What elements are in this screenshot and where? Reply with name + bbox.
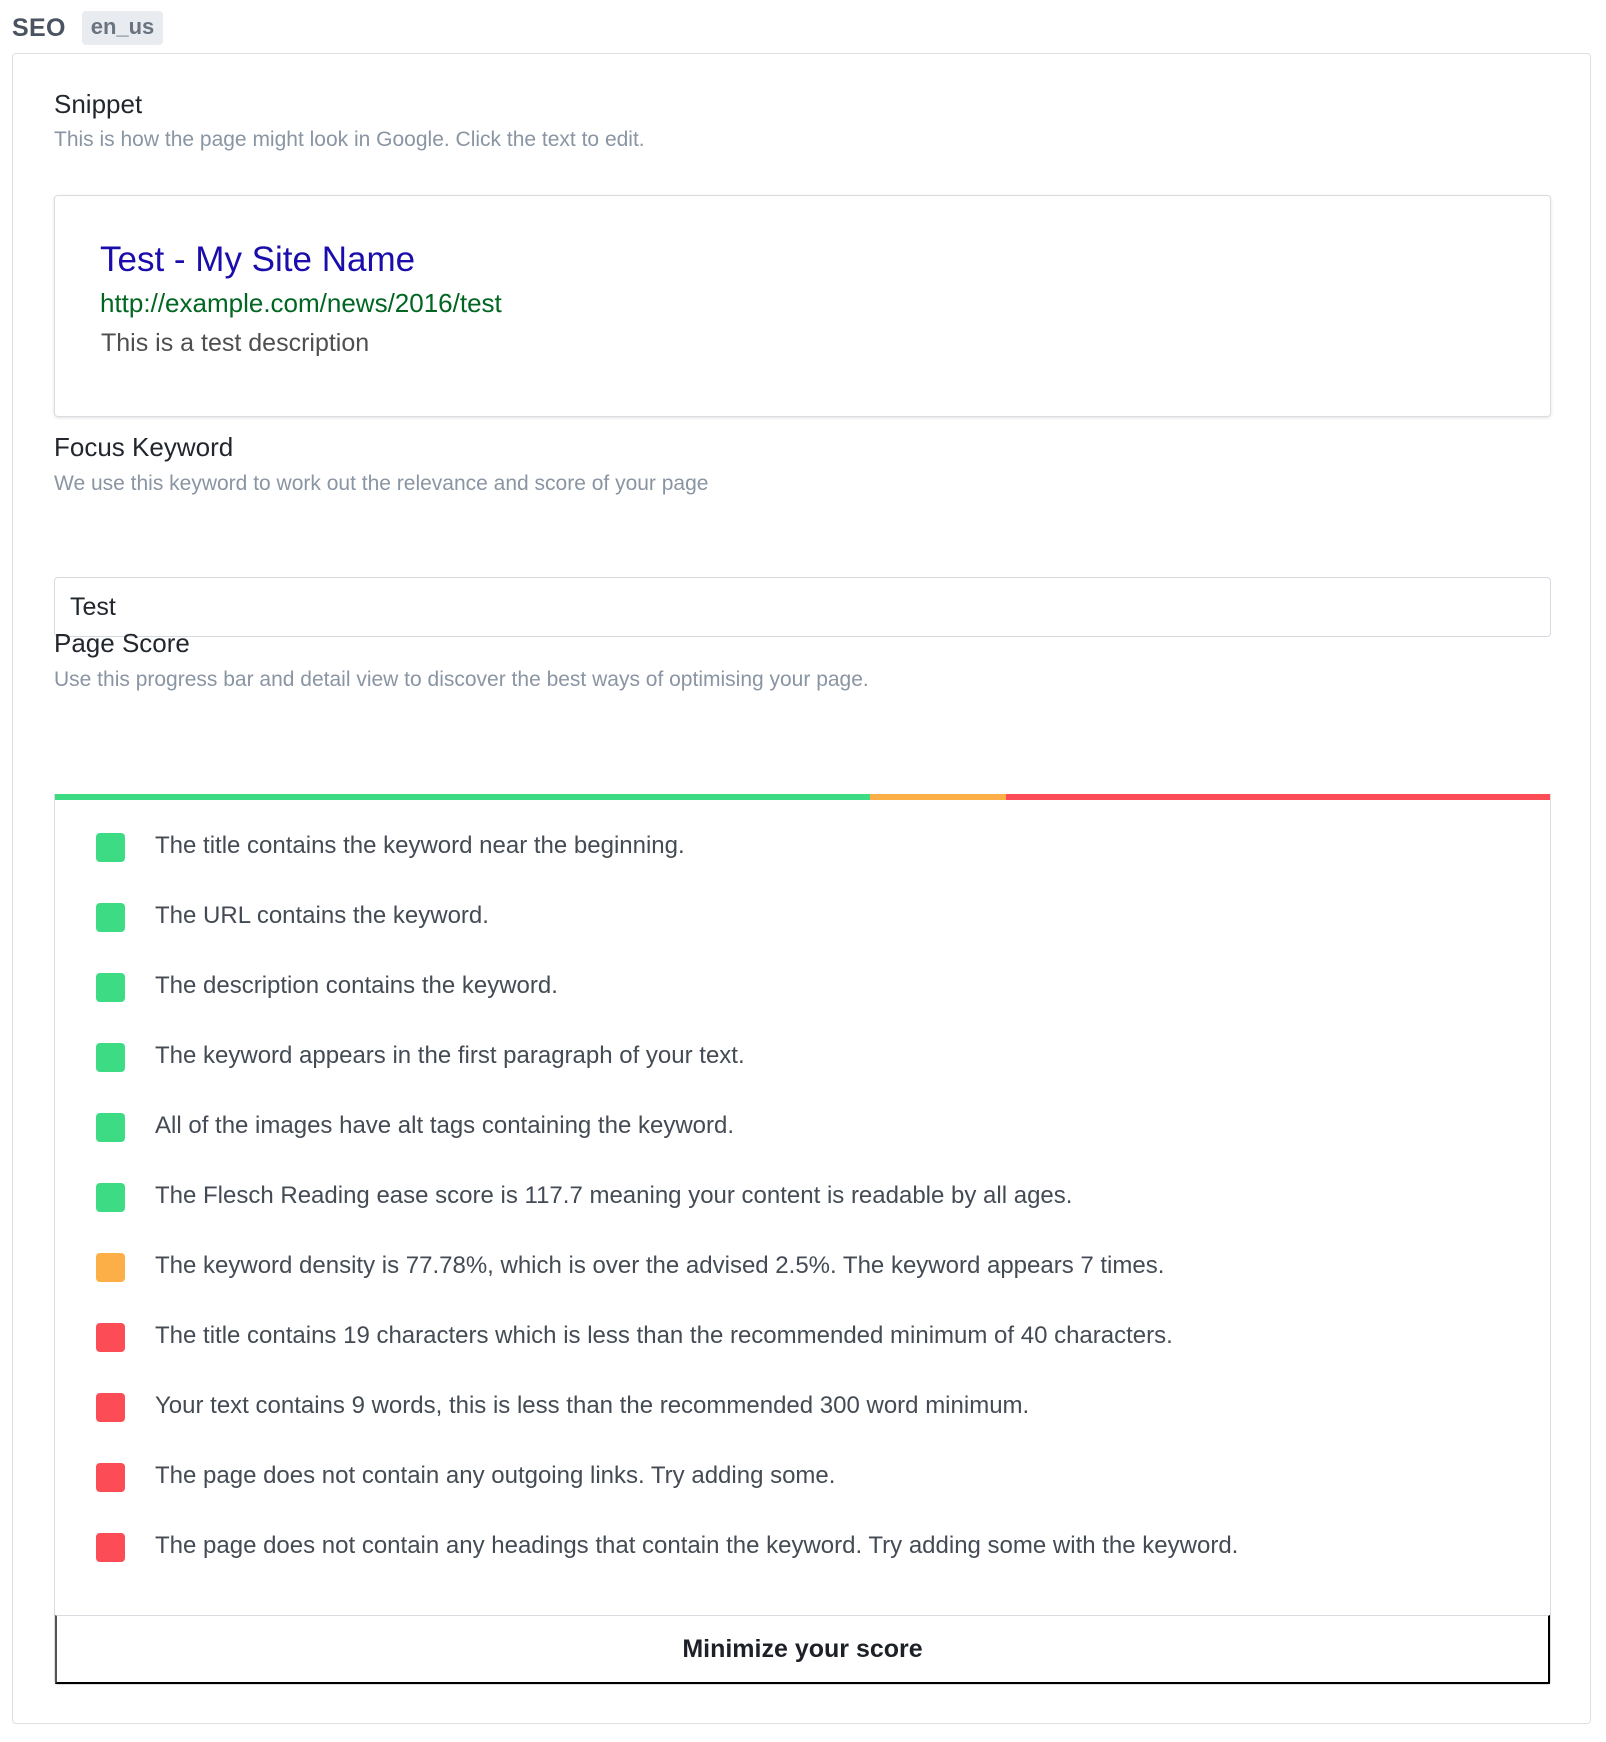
locale-badge: en_us	[82, 11, 164, 45]
page-score-details	[54, 794, 1551, 1685]
status-good-icon	[96, 903, 125, 932]
score-bar-okay-segment	[870, 794, 1006, 800]
score-check-text: Your text contains 9 words, this is less than the recommended 300 word minimum.	[155, 1392, 1030, 1419]
score-check-item	[55, 1179, 1550, 1249]
score-check-text: The URL contains the keyword.	[155, 902, 489, 929]
score-progress-bar	[55, 794, 1550, 800]
seo-title: SEO	[12, 13, 66, 42]
google-snippet-preview	[54, 195, 1551, 417]
score-check-text: The page does not contain any outgoing links. Try adding some.	[155, 1462, 836, 1489]
score-check-item	[55, 1389, 1550, 1459]
seo-panel	[12, 53, 1591, 1724]
snippet-heading: Snippet	[54, 89, 143, 119]
snippet-url[interactable]: http://example.com/news/2016/test	[100, 288, 502, 318]
focus-keyword-heading: Focus Keyword	[54, 432, 234, 462]
status-good-icon	[96, 973, 125, 1002]
seo-header	[12, 10, 163, 46]
status-good-icon	[96, 1113, 125, 1142]
status-okay-icon	[96, 1253, 125, 1282]
score-check-text: The title contains the keyword near the beginning.	[155, 832, 685, 859]
score-check-item	[55, 829, 1550, 899]
score-check-text: The description contains the keyword.	[155, 972, 558, 999]
snippet-title[interactable]: Test - My Site Name	[100, 240, 416, 279]
status-bad-icon	[96, 1323, 125, 1352]
score-check-text: The page does not contain any headings that contain the keyword. Try adding some with the keyword.	[155, 1532, 1239, 1559]
status-bad-icon	[96, 1463, 125, 1492]
status-good-icon	[96, 833, 125, 862]
score-check-item	[55, 1529, 1550, 1599]
page-score-description: Use this progress bar and detail view to discover the best ways of optimising your page.	[54, 668, 869, 691]
score-check-text: The keyword density is 77.78%, which is over the advised 2.5%. The keyword appears 7 times.	[155, 1252, 1165, 1279]
snippet-description: This is how the page might look in Google. Click the text to edit.	[54, 128, 645, 151]
score-check-text: The keyword appears in the first paragraph of your text.	[155, 1042, 745, 1069]
status-good-icon	[96, 1043, 125, 1072]
score-check-item	[55, 899, 1550, 969]
score-bar-good-segment	[55, 794, 870, 800]
score-check-item	[55, 1319, 1550, 1389]
status-bad-icon	[96, 1533, 125, 1562]
score-check-item	[55, 969, 1550, 1039]
score-check-item	[55, 1109, 1550, 1179]
score-check-text: The Flesch Reading ease score is 117.7 meaning your content is readable by all ages.	[155, 1182, 1073, 1209]
score-check-text: The title contains 19 characters which is less than the recommended minimum of 40 characters.	[155, 1322, 1173, 1349]
focus-keyword-input[interactable]	[54, 577, 1551, 637]
score-check-item	[55, 1459, 1550, 1529]
status-good-icon	[96, 1183, 125, 1212]
focus-keyword-description: We use this keyword to work out the relevance and score of your page	[54, 472, 709, 495]
score-bar-bad-segment	[1006, 794, 1550, 800]
status-bad-icon	[96, 1393, 125, 1422]
score-check-list	[55, 829, 1550, 1599]
minimize-score-button[interactable]: Minimize your score	[55, 1615, 1550, 1684]
score-check-item	[55, 1249, 1550, 1319]
score-check-text: All of the images have alt tags containing the keyword.	[155, 1112, 734, 1139]
page-score-heading: Page Score	[54, 628, 190, 658]
snippet-meta-description[interactable]: This is a test description	[101, 329, 370, 357]
score-check-item	[55, 1039, 1550, 1109]
